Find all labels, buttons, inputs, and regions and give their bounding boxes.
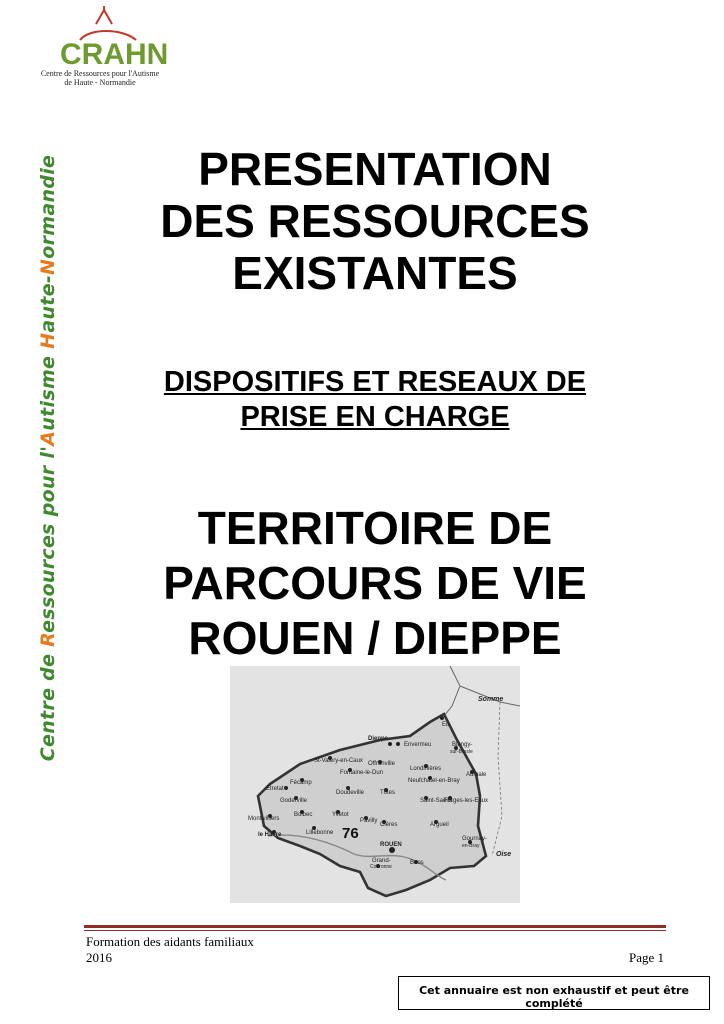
map-label-rouen: ROUEN	[380, 842, 402, 848]
page-title	[120, 143, 630, 299]
map-label-aumale: Aumale	[466, 772, 487, 778]
map-label-yvetot: Yvetot	[332, 812, 349, 818]
map-label-goderville: Goderville	[280, 798, 308, 804]
map-label-envermeu: Envermeu	[404, 742, 432, 748]
map-department-number: 76	[342, 825, 359, 842]
side-banner-part: ormandie	[37, 154, 59, 259]
map-label-pavilly: Pavilly	[360, 818, 378, 824]
disclaimer-box: Cet annuaire est non exhaustif et peut être complété	[398, 976, 710, 1010]
map-label-gournay: Gournay-	[462, 836, 488, 842]
map-label-grand-couronne-2: Couronne	[370, 864, 392, 870]
territory-line3: ROUEN / DIEPPE	[188, 612, 562, 664]
map-label-gournay-2: en-Bray	[462, 843, 480, 849]
territory-line1: TERRITOIRE DE	[197, 502, 553, 554]
logo-caption-line2: de Haute - Normandie	[64, 78, 136, 87]
map-label-lillebonne: Lillebonne	[306, 830, 334, 836]
side-banner-part: utisme	[37, 348, 59, 431]
map-label-eu: Eu	[442, 722, 450, 728]
page-number: Page 1	[628, 950, 664, 965]
side-banner-initial: N	[37, 258, 59, 275]
map-label-etretat: Etretat	[266, 786, 284, 792]
title-line2: DES RESSOURCES	[160, 195, 590, 247]
department-map	[230, 666, 520, 903]
side-banner-part: essources pour l'	[37, 445, 59, 633]
footer-text	[86, 934, 254, 966]
subtitle	[120, 365, 630, 435]
side-banner-initial: R	[37, 632, 59, 647]
map-label-doudeville: Doudeville	[336, 790, 365, 796]
map-svg	[230, 666, 520, 903]
logo-wordmark: CRAHN	[60, 38, 169, 71]
logo-caption	[40, 69, 160, 87]
map-label-cleres: Clères	[380, 822, 398, 828]
side-banner	[37, 155, 59, 761]
subtitle-line1: DISPOSITIFS ET RESEAUX DE	[163, 366, 587, 398]
map-label-le-havre: le Havre	[258, 832, 282, 838]
title-line3: EXISTANTES	[232, 247, 518, 299]
map-label-neufchatel: Neufchâtel-en-Bray	[408, 778, 460, 784]
map-label-fecamp: Fécamp	[290, 780, 312, 786]
map-label-forges: Forges-les-Eaux	[444, 798, 489, 804]
map-label-blangy: Blangy-	[452, 742, 473, 748]
footer-rule-thin	[84, 930, 666, 931]
side-banner-part: aute-	[37, 274, 59, 333]
map-label-st-valery: St-Valery-en-Caux	[314, 758, 363, 764]
map-label-offranville: Offranville	[368, 761, 395, 767]
footer-year: 2016	[86, 950, 112, 965]
territory-line2: PARCOURS DE VIE	[163, 557, 587, 609]
side-banner-initial: A	[37, 430, 59, 446]
map-label-fontaine: Fontaine-le-Dun	[340, 770, 384, 776]
subtitle-line2: PRISE EN CHARGE	[240, 401, 510, 433]
logo-caption-line1: Centre de Ressources pour l'Autisme	[40, 69, 160, 78]
map-label-blangy-2: sur-Bresle	[450, 749, 473, 755]
title-line1: PRESENTATION	[198, 143, 552, 195]
map-label-oise: Oise	[496, 851, 512, 858]
map-label-montivilliers: Montivilliers	[248, 816, 280, 822]
footer-training-label: Formation des aidants familiaux	[86, 934, 254, 949]
map-label-totes: Tôtes	[380, 790, 396, 796]
map-label-argueil: Argueil	[430, 822, 449, 828]
map-label-boos: Boos	[410, 860, 424, 866]
map-label-dieppe: Dieppe	[368, 736, 389, 742]
map-label-bolbec: Bolbec	[294, 812, 313, 818]
footer-rule-thick	[84, 925, 666, 928]
map-label-grand-couronne: Grand-	[372, 858, 391, 864]
map-label-saint-saens: Saint-Saëns	[420, 798, 453, 804]
side-banner-initial: H	[37, 332, 59, 349]
side-banner-part: Centre de	[37, 646, 59, 762]
territory-title	[120, 501, 630, 666]
map-label-somme: Somme	[478, 696, 504, 703]
map-label-londinieres: Londinières	[410, 766, 442, 772]
crahn-logo-mark	[44, 6, 169, 72]
